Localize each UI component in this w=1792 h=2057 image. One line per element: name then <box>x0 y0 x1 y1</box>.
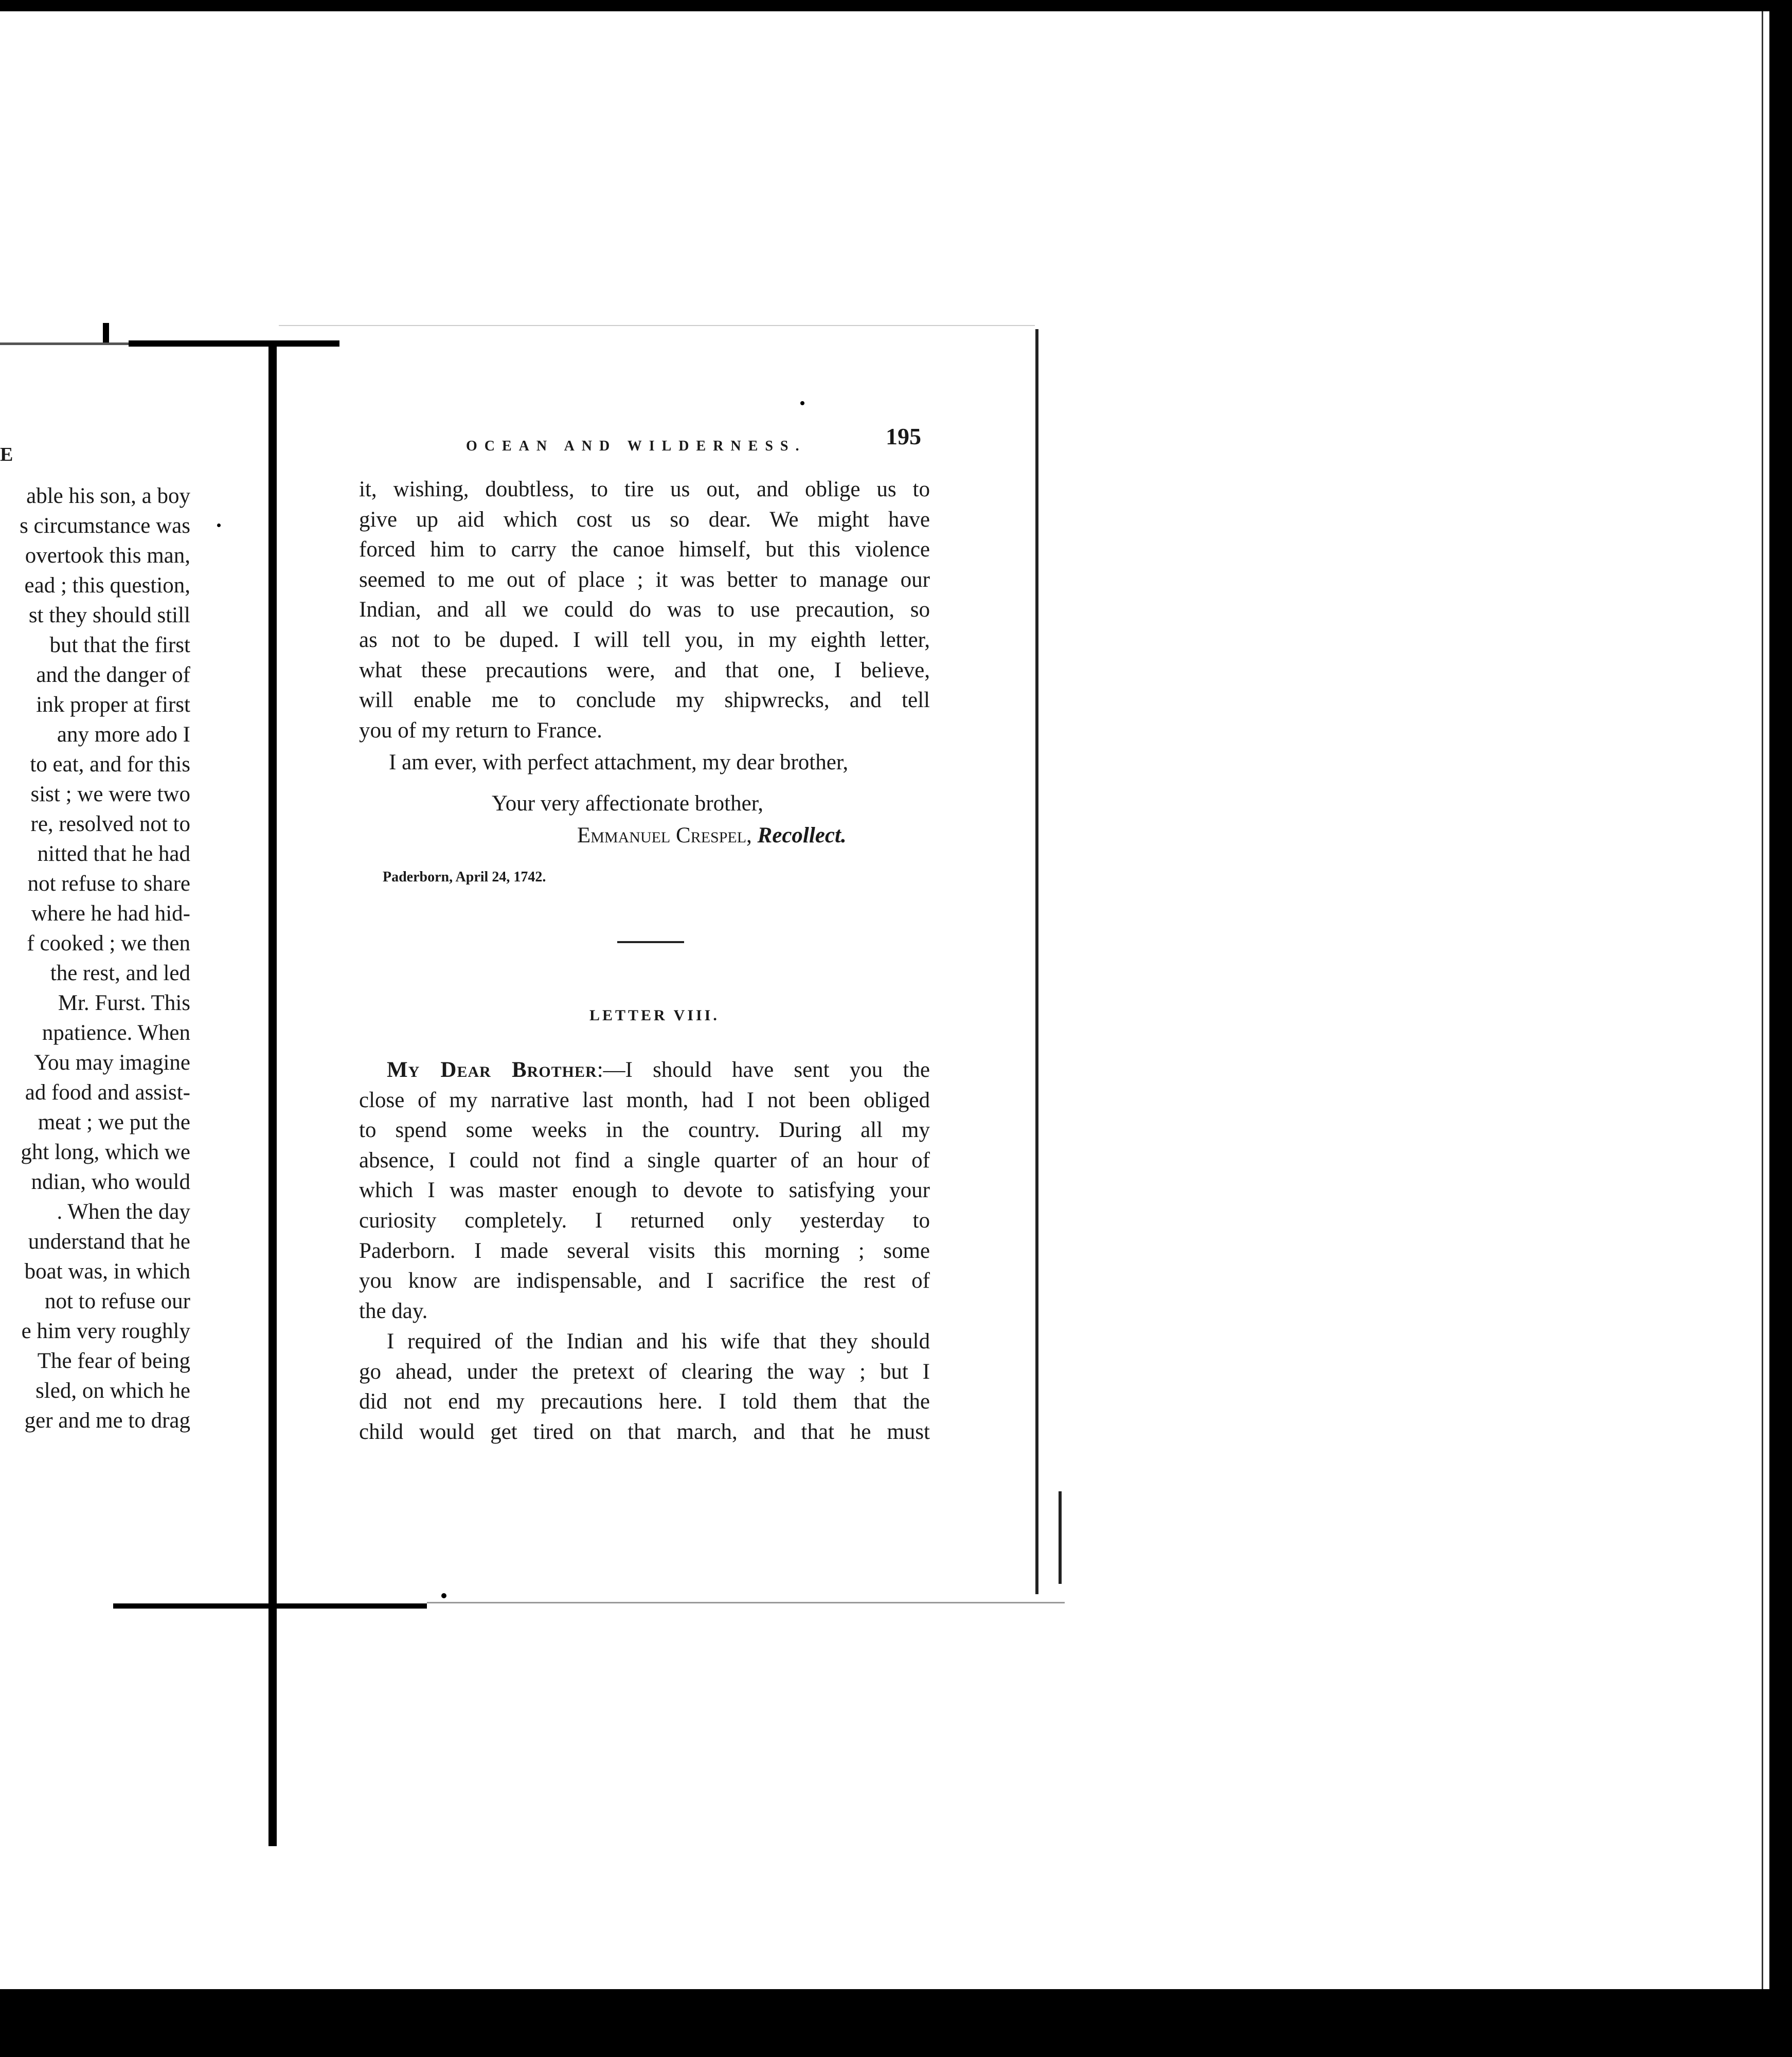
text-line: you of my return to France. <box>359 718 602 743</box>
left-text-line: not refuse to share <box>27 872 190 896</box>
left-text-line: meat ; we put the <box>38 1110 190 1134</box>
text-line: curiosity completely. I returned only yesterday to <box>359 1208 930 1233</box>
letter-heading: LETTER VIII. <box>589 1007 720 1024</box>
left-text-line: but that the first <box>49 633 190 657</box>
left-text-line: ndian, who would <box>31 1170 190 1194</box>
left-text-line: You may imagine <box>34 1051 190 1075</box>
text-line: forced him to carry the canoe himself, but this violence <box>359 537 930 562</box>
text-line: go ahead, under the pretext of clearing the way ; but I <box>359 1359 930 1384</box>
left-text-line: boat was, in which <box>24 1259 190 1284</box>
closing-complimentary: Your very affectionate brother, <box>492 791 764 816</box>
text-line: Indian, and all we could do was to use precaution, so <box>359 598 930 622</box>
left-page-fragment <box>0 0 190 1594</box>
left-text-line: to eat, and for this <box>30 752 190 777</box>
book-spine <box>268 345 277 1846</box>
text-line: close of my narrative last month, had I not been obliged <box>359 1088 930 1112</box>
right-page-edge-lower <box>1059 1491 1062 1584</box>
left-text-line: f cooked ; we then <box>27 931 190 955</box>
text-line: Paderborn. I made several visits this morning ; some <box>359 1238 930 1263</box>
running-header: OCEAN AND WILDERNESS. <box>466 438 807 454</box>
left-text-line: nitted that he had <box>37 842 190 866</box>
text-line: what these precautions were, and that one, I believe, <box>359 658 930 682</box>
left-text-line: understand that he <box>28 1230 190 1254</box>
left-text-line: able his son, a boy <box>26 484 190 508</box>
left-text-line: . When the day <box>57 1200 190 1224</box>
text-line: to spend some weeks in the country. During all my <box>359 1118 930 1143</box>
salutation: My Dear Brother <box>387 1058 597 1082</box>
left-text-line: The fear of being <box>37 1349 190 1373</box>
spine-bottom-rule <box>113 1603 427 1609</box>
section-divider <box>617 941 684 943</box>
scan-border-top <box>0 0 1792 11</box>
left-text-line: re, resolved not to <box>30 812 190 836</box>
dust-speck <box>800 401 804 405</box>
text-line: seemed to me out of place ; it was better to manage our <box>359 567 930 592</box>
right-page-edge <box>1035 329 1038 1594</box>
left-text-line: ght long, which we <box>21 1140 190 1164</box>
right-page-top-edge <box>279 325 1035 326</box>
left-text-line: s circumstance was <box>20 514 190 538</box>
left-text-line: not to refuse our <box>44 1289 190 1313</box>
signature-title: Recollect. <box>757 823 847 847</box>
left-text-line: ad food and assist- <box>25 1080 190 1105</box>
left-text-line: ink proper at first <box>36 693 190 717</box>
left-text-line: sist ; we were two <box>30 782 190 806</box>
left-text-line: ger and me to drag <box>24 1409 190 1433</box>
scan-border-right <box>1769 0 1792 1989</box>
text-line: the day. <box>359 1298 428 1323</box>
letter-8-paragraph-1 <box>359 1055 930 1326</box>
dateline: Paderborn, April 24, 1742. <box>383 869 546 885</box>
left-text-line: Mr. Furst. This <box>58 991 190 1015</box>
dust-speck <box>441 1593 446 1598</box>
scan-border-bottom <box>0 1989 1792 2057</box>
text-line: did not end my precautions here. I told them that the <box>359 1390 930 1414</box>
salutation-continuation: :—I should have sent you the <box>597 1058 930 1082</box>
left-text-line: overtook this man, <box>25 544 190 568</box>
closing-line: I am ever, with perfect attachment, my dear brother, <box>389 750 849 774</box>
text-line: which I was master enough to devote to satisfying your <box>359 1178 930 1203</box>
text-line <box>359 1055 930 1086</box>
text-line: as not to be duped. I will tell you, in my eighth letter, <box>359 627 930 652</box>
left-text-line: where he had hid- <box>31 901 190 926</box>
left-text-line: the rest, and led <box>50 961 190 985</box>
page-bottom-edge <box>427 1602 1065 1603</box>
paragraph-continued <box>359 475 930 746</box>
left-text-line: and the danger of <box>36 663 190 687</box>
text-line: I required of the Indian and his wife that they should <box>387 1329 930 1354</box>
signature-name: Emmanuel Crespel, <box>577 823 752 847</box>
left-text-line: npatience. When <box>42 1021 190 1045</box>
left-text-line: sled, on which he <box>35 1379 190 1403</box>
left-text-line: e him very roughly <box>21 1319 190 1343</box>
text-line: child would get tired on that march, and that he must <box>359 1419 930 1444</box>
page-number: 195 <box>886 423 921 449</box>
text-line: you know are indispensable, and I sacrifice the rest of <box>359 1269 930 1293</box>
text-line: it, wishing, doubtless, to tire us out, and oblige us to <box>359 477 930 501</box>
left-text-line: any more ado I <box>57 723 190 747</box>
dust-speck <box>217 524 221 527</box>
left-text-line: st they should still <box>28 603 190 627</box>
left-text-line: ead ; this question, <box>24 573 190 598</box>
letter-8-paragraph-2 <box>359 1327 930 1447</box>
left-running-header: E <box>0 444 13 465</box>
signature <box>577 823 847 848</box>
text-line: absence, I could not find a single quarter of an hour of <box>359 1148 930 1172</box>
text-line: give up aid which cost us so dear. We might have <box>359 507 930 532</box>
scan-edge-line <box>1762 11 1763 1989</box>
text-line: will enable me to conclude my shipwrecks, and tell <box>359 688 930 713</box>
